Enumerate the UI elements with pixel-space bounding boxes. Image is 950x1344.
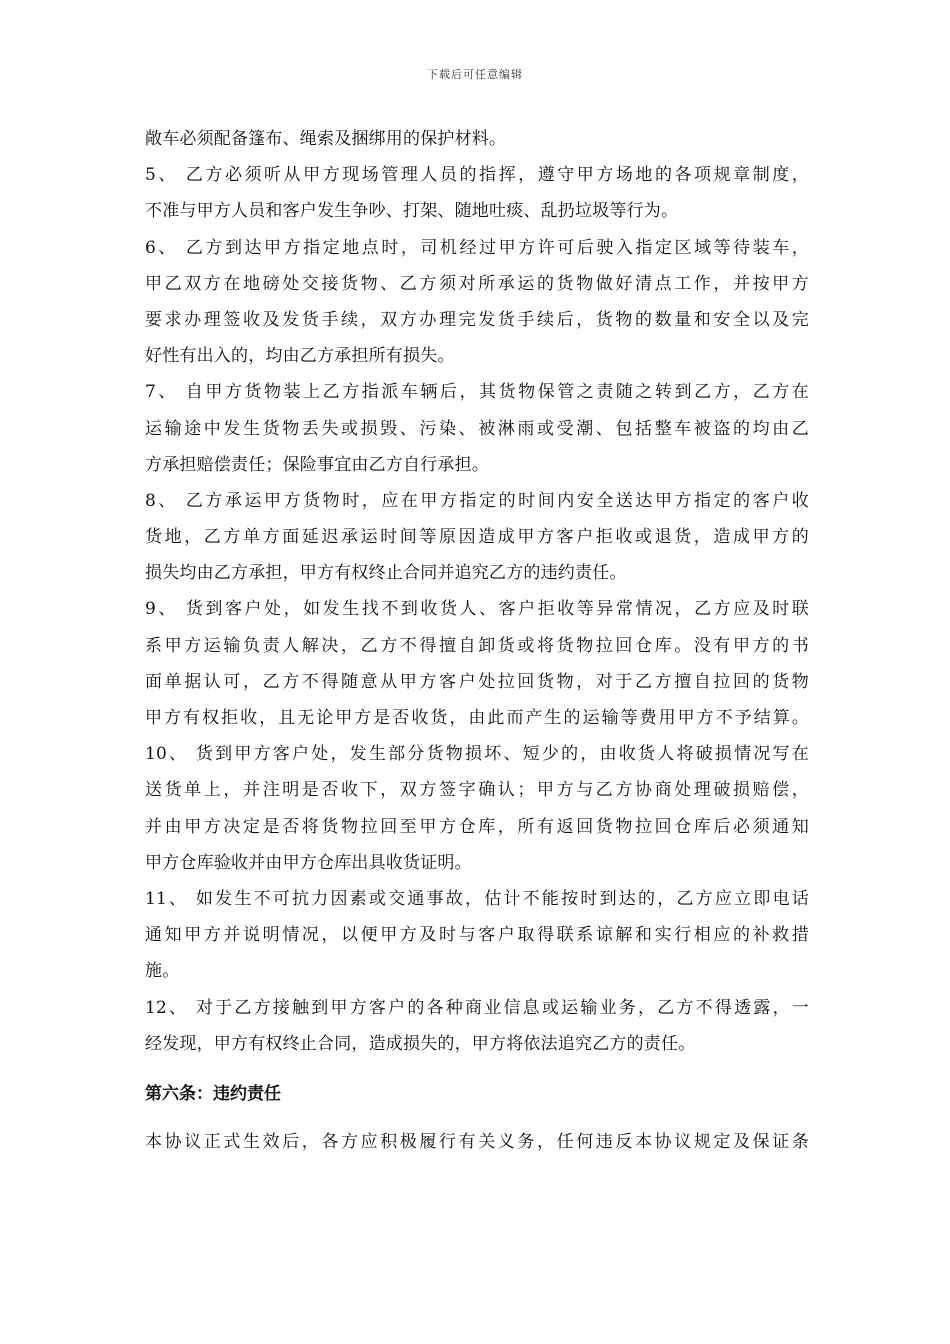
text-line: 损失均由乙方承担，甲方有权终止合同并追究乙方的违约责任。 [145,563,627,584]
contract-clauses [145,124,809,1065]
text-line: 通知甲方并说明情况，以便甲方及时与客户取得联系谅解和实行相应的补救措 [145,925,809,946]
text-line: 12、 对于乙方接触到甲方客户的各种商业信息或运输业务，乙方不得透露，一 [145,997,809,1018]
text-line: 要求办理签收及发货手续，双方办理完发货手续后，货物的数量和安全以及完 [145,309,809,330]
text-line: 不准与甲方人员和客户发生争吵、打架、随地吐痰、乱扔垃圾等行为。 [145,201,679,222]
text-line: 7、 自甲方货物装上乙方指派车辆后，其货物保管之责随之转到乙方，乙方在 [145,382,809,403]
text-line: 送货单上，并注明是否收下，双方签字确认；甲方与乙方协商处理破损赔偿， [145,780,809,801]
section-spacer [145,1065,809,1079]
text-line: 11、 如发生不可抗力因素或交通事故，估计不能按时到达的，乙方应立即电话 [145,888,809,909]
text-line: 敞车必须配备篷布、绳索及捆绑用的保护材料。 [145,129,507,149]
text-line: 9、 货到客户处，如发生找不到收货人、客户拒收等异常情况，乙方应及时联 [145,599,809,620]
text-line: 6、 乙方到达甲方指定地点时，司机经过甲方许可后驶入指定区域等待装车， [145,237,809,258]
text-line: 经发现，甲方有权终止合同，造成损失的，甲方将依法追究乙方的责任。 [145,1033,696,1054]
section-paragraph [145,1127,809,1163]
text-line: 10、 货到甲方客户处，发生部分货物损坏、短少的，由收货人将破损情况写在 [145,744,809,765]
text-line: 甲方仓库验收并由甲方仓库出具收货证明。 [145,852,472,873]
text-line: 货地，乙方单方面延迟承运时间等原因造成甲方客户拒收或退货，造成甲方的 [145,527,809,548]
text-line: 8、 乙方承运甲方货物时，应在甲方指定的时间内安全送达甲方指定的客户收 [145,490,809,511]
text-line: 施。 [145,961,180,982]
text-line: 好性有出入的，均由乙方承担所有损失。 [145,346,455,367]
text-line: 甲方有权拒收，且无论甲方是否收货，由此而产生的运输等费用甲方不予结算。 [145,708,809,728]
document-body [145,124,809,1163]
text-line: 面单据认可，乙方不得随意从甲方客户处拉回货物，对于乙方擅自拉回的货物 [145,671,809,692]
text-line: 并由甲方决定是否将货物拉回至甲方仓库，所有返回货物拉回仓库后必须通知 [145,816,809,837]
text-line: 运输途中发生货物丢失或损毁、污染、被淋雨或受潮、包括整车被盗的均由乙 [145,418,809,439]
section-heading: 第六条：违约责任 [145,1083,281,1104]
page-header: 下载后可任意编辑 [427,68,523,81]
text-line: 方承担赔偿责任；保险事宜由乙方自行承担。 [145,454,489,475]
text-line: 甲乙双方在地磅处交接货物、乙方须对所承运的货物做好清点工作，并按甲方 [145,273,809,294]
text-line: 本协议正式生效后，各方应积极履行有关义务，任何违反本协议规定及保证条 [145,1131,809,1152]
text-line: 系甲方运输负责人解决，乙方不得擅自卸货或将货物拉回仓库。没有甲方的书 [145,635,809,656]
text-line: 5、 乙方必须听从甲方现场管理人员的指挥，遵守甲方场地的各项规章制度， [145,165,809,186]
